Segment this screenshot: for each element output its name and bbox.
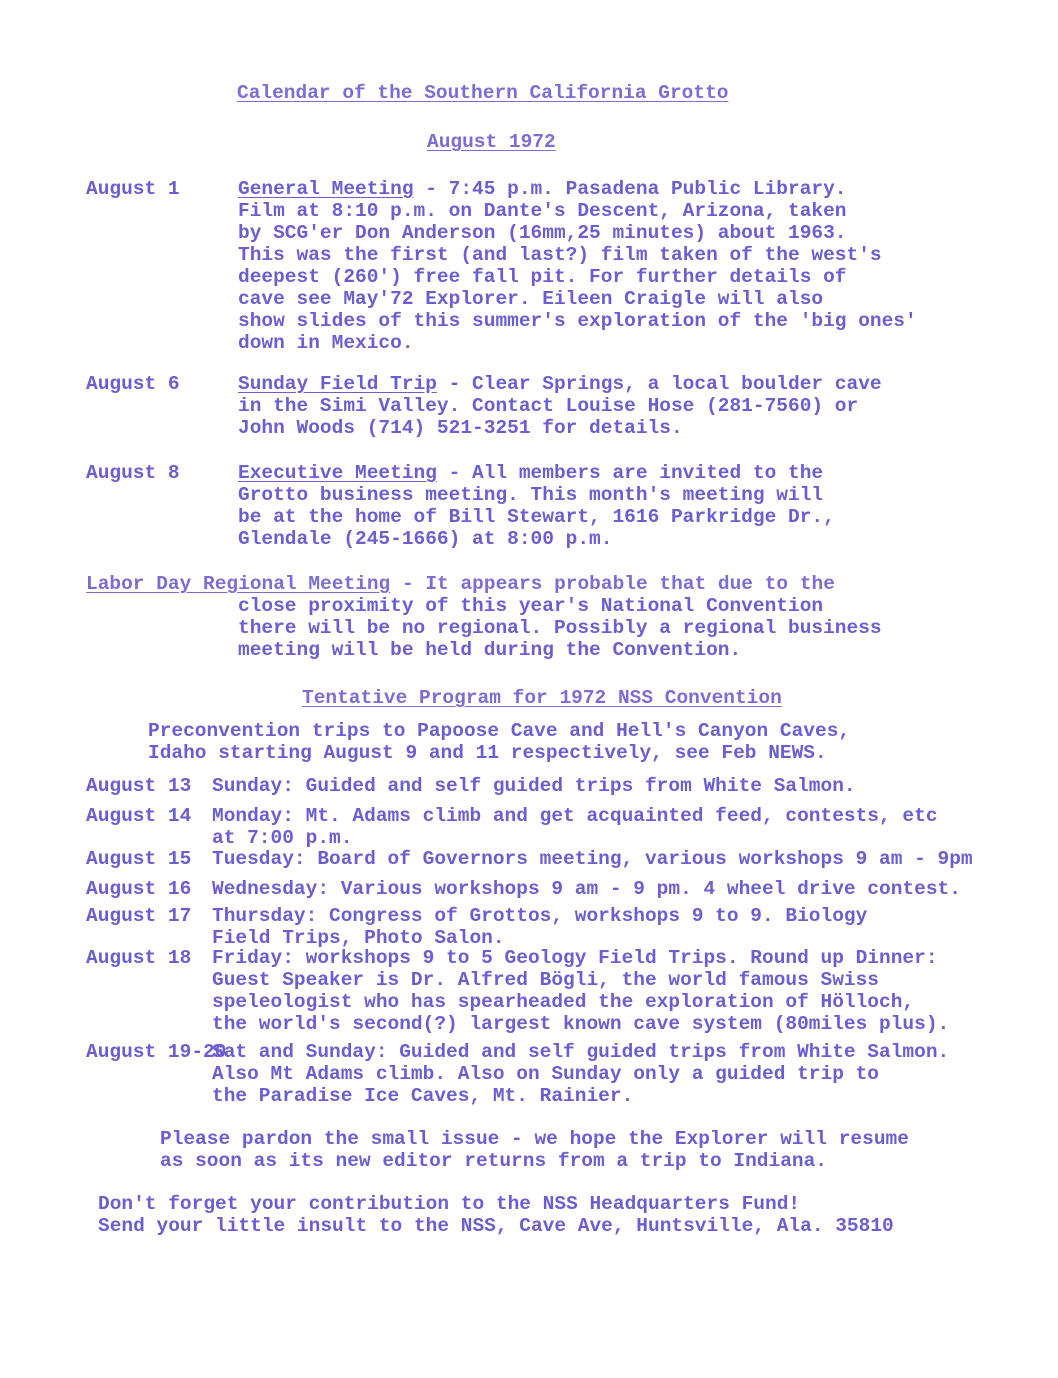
event-description [238, 373, 1038, 439]
program-date: August 16 [86, 878, 192, 900]
labor-day-heading [86, 573, 835, 595]
event-label: General Meeting [238, 178, 414, 200]
labor-day-label: Labor Day Regional Meeting [86, 573, 391, 595]
program-date: August 14 [86, 805, 192, 827]
page-title: Calendar of the Southern California Grotto [237, 82, 729, 104]
event-label: Sunday Field Trip [238, 373, 437, 395]
program-text: Monday: Mt. Adams climb and get acquainted feed, contests, etc at 7:00 p.m. [212, 805, 938, 849]
program-date: August 15 [86, 848, 192, 870]
program-text: Tuesday: Board of Governors meeting, various workshops 9 am - 9pm [212, 848, 973, 870]
program-text: Friday: workshops 9 to 5 Geology Field Trips. Round up Dinner: Guest Speaker is Dr. Alfred Bögli, the world famous Swiss speleologist who has spearheaded the exploration of Hölloch, the world's second(?) largest known cave system (80miles plus). [212, 947, 950, 1035]
program-date: August 17 [86, 905, 192, 927]
event-label: Executive Meeting [238, 462, 437, 484]
program-text: Wednesday: Various workshops 9 am - 9 pm. 4 wheel drive contest. [212, 878, 961, 900]
program-date: August 19-20 [86, 1041, 227, 1063]
program-text: Sunday: Guided and self guided trips from White Salmon. [212, 775, 856, 797]
event-description [238, 462, 1038, 550]
labor-day-body: close proximity of this year's National Convention there will be no regional. Possibly a regional business meeting will be held during the Convention. [238, 595, 882, 661]
event-text: - 7:45 p.m. Pasadena Public Library. Film at 8:10 p.m. on Dante's Descent, Arizona, taken by SCG'er Don Anderson (16mm,25 minutes) about 1963. This was the first (and last?) film taken of the west's deepest (260') free fall pit. For further details of cave see May'72 Explorer. Eileen Craigle will also show slides of this summer's exploration of the 'big ones' down in Mexico. [238, 178, 917, 354]
event-date: August 8 [86, 462, 180, 484]
page-subtitle: August 1972 [427, 131, 556, 153]
program-text: Sat and Sunday: Guided and self guided trips from White Salmon. Also Mt Adams climb. Also on Sunday only a guided trip to the Paradise Ice Caves, Mt. Rainier. [212, 1041, 950, 1107]
closing-pardon: Please pardon the small issue - we hope the Explorer will resume as soon as its new editor returns from a trip to Indiana. [160, 1128, 909, 1172]
event-description [238, 178, 1038, 354]
program-date: August 13 [86, 775, 192, 797]
program-date: August 18 [86, 947, 192, 969]
event-text: - Clear Springs, a local boulder cave in the Simi Valley. Contact Louise Hose (281-7560) or John Woods (714) 521-3251 for details. [238, 373, 882, 439]
program-heading: Tentative Program for 1972 NSS Convention [302, 687, 782, 709]
program-intro: Preconvention trips to Papoose Cave and Hell's Canyon Caves, Idaho starting August 9 and 11 respectively, see Feb NEWS. [148, 720, 851, 764]
event-text: - All members are invited to the Grotto business meeting. This month's meeting will be at the home of Bill Stewart, 1616 Parkridge Dr., Glendale (245-1666) at 8:00 p.m. [238, 462, 835, 550]
labor-day-first-line: - It appears probable that due to the [390, 573, 835, 595]
event-date: August 1 [86, 178, 180, 200]
closing-fund: Don't forget your contribution to the NSS Headquarters Fund! Send your little insult to the NSS, Cave Ave, Huntsville, Ala. 35810 [98, 1193, 894, 1237]
program-text: Thursday: Congress of Grottos, workshops 9 to 9. Biology Field Trips, Photo Salon. [212, 905, 868, 949]
event-date: August 6 [86, 373, 180, 395]
